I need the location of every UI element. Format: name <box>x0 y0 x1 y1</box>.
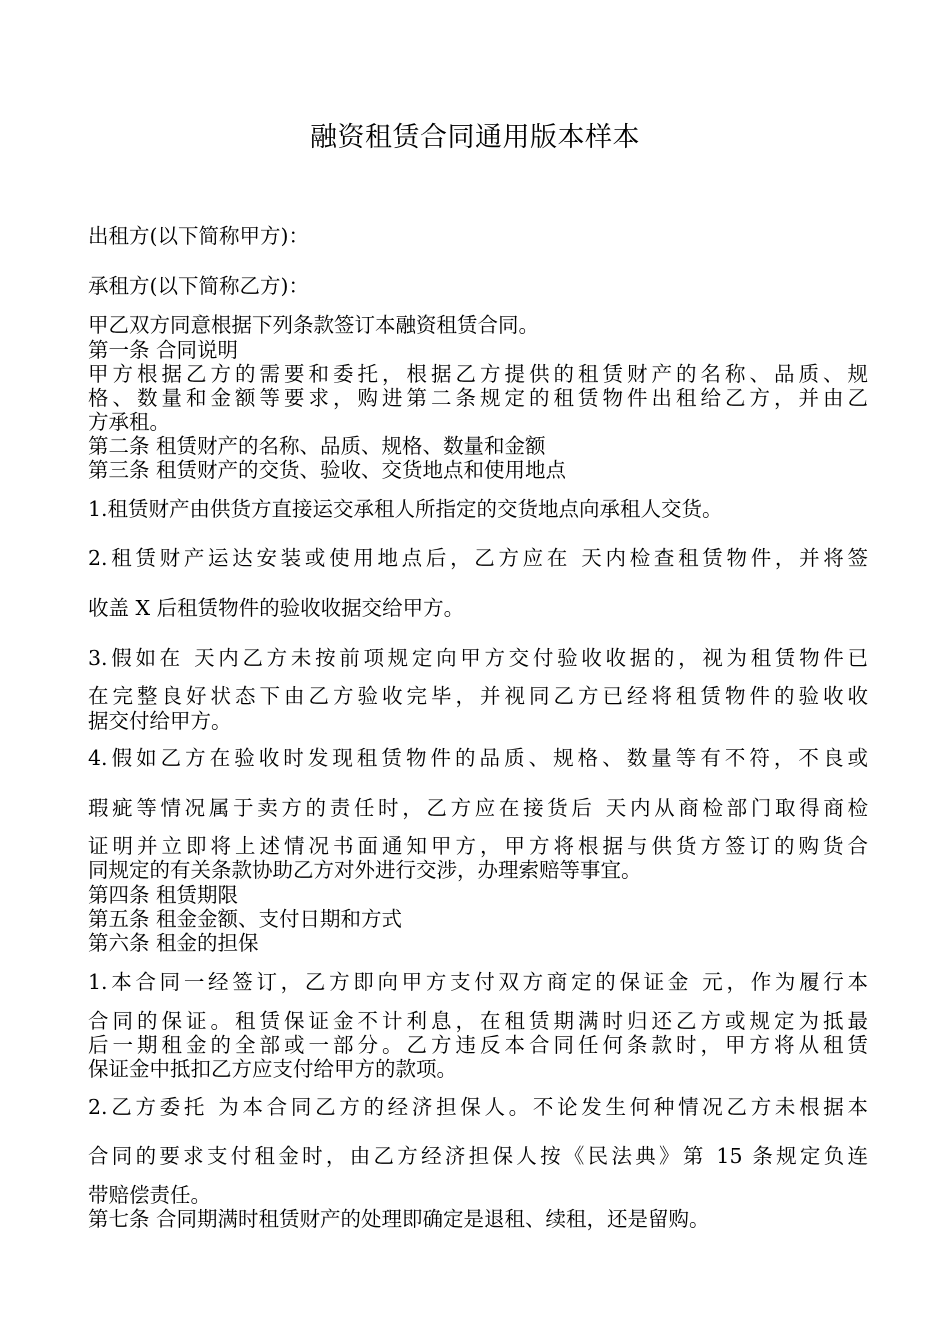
clause-line: 合同的要求支付租金时，由乙方经济担保人按《民法典》第 15 条规定负连 <box>88 1144 868 1168</box>
paragraph-line: 格、数量和金额等要求，购进第二条规定的租赁物件出租给乙方，并由乙 <box>88 386 868 410</box>
article-7-heading: 第七条 合同期满时租赁财产的处理即确定是退租、续租，还是留购。 <box>88 1207 710 1231</box>
clause-line: 1.租赁财产由供货方直接运交承租人所指定的交货地点向承租人交货。 <box>88 497 723 521</box>
clause-line: 2.乙方委托 为本合同乙方的经济担保人。不论发生何种情况乙方未根据本 <box>88 1095 868 1119</box>
clause-line: 4.假如乙方在验收时发现租赁物件的品质、规格、数量等有不符，不良或 <box>88 746 868 770</box>
article-4-heading: 第四条 租赁期限 <box>88 883 239 907</box>
clause-line: 3.假如在 天内乙方未按前项规定向甲方交付验收收据的，视为租赁物件已 <box>88 646 868 670</box>
article-2-heading: 第二条 租赁财产的名称、品质、规格、数量和金额 <box>88 434 546 458</box>
article-1-heading: 第一条 合同说明 <box>88 338 239 362</box>
clause-line: 2.租赁财产运达安装或使用地点后，乙方应在 天内检查租赁物件，并将签 <box>88 546 868 570</box>
clause-line: 瑕疵等情况属于卖方的责任时，乙方应在接货后 天内从商检部门取得商检 <box>88 796 868 820</box>
clause-line: 据交付给甲方。 <box>88 709 232 733</box>
clause-line: 1.本合同一经签订，乙方即向甲方支付双方商定的保证金 元，作为履行本 <box>88 970 868 994</box>
lessee-line: 承租方(以下简称乙方)： <box>88 274 309 298</box>
article-3-heading: 第三条 租赁财产的交货、验收、交货地点和使用地点 <box>88 458 567 482</box>
clause-line: 合同的保证。租赁保证金不计利息，在租赁期满时归还乙方或规定为抵最 <box>88 1009 868 1033</box>
clause-line: 收盖 X 后租赁物件的验收收据交给甲方。 <box>88 596 465 620</box>
clause-line: 证明并立即将上述情况书面通知甲方，甲方将根据与供货方签订的购货合 <box>88 834 868 858</box>
clause-line: 在完整良好状态下由乙方验收完毕，并视同乙方已经将租赁物件的验收收 <box>88 684 868 708</box>
clause-line: 带赔偿责任。 <box>88 1183 211 1207</box>
article-6-heading: 第六条 租金的担保 <box>88 931 259 955</box>
lessor-line: 出租方(以下简称甲方)： <box>88 224 309 248</box>
clause-line: 同规定的有关条款协助乙方对外进行交涉，办理索赔等事宜。 <box>88 858 642 882</box>
clause-line: 后一期租金的全部或一部分。乙方违反本合同任何条款时，甲方将从租赁 <box>88 1033 868 1057</box>
article-5-heading: 第五条 租金金额、支付日期和方式 <box>88 907 403 931</box>
document-title: 融资租赁合同通用版本样本 <box>310 122 640 153</box>
clause-line: 保证金中抵扣乙方应支付给甲方的款项。 <box>88 1057 457 1081</box>
agreement-intro: 甲乙双方同意根据下列条款签订本融资租赁合同。 <box>88 313 539 337</box>
paragraph-line: 方承租。 <box>88 410 170 434</box>
paragraph-line: 甲方根据乙方的需要和委托，根据乙方提供的租赁财产的名称、品质、规 <box>88 362 868 386</box>
